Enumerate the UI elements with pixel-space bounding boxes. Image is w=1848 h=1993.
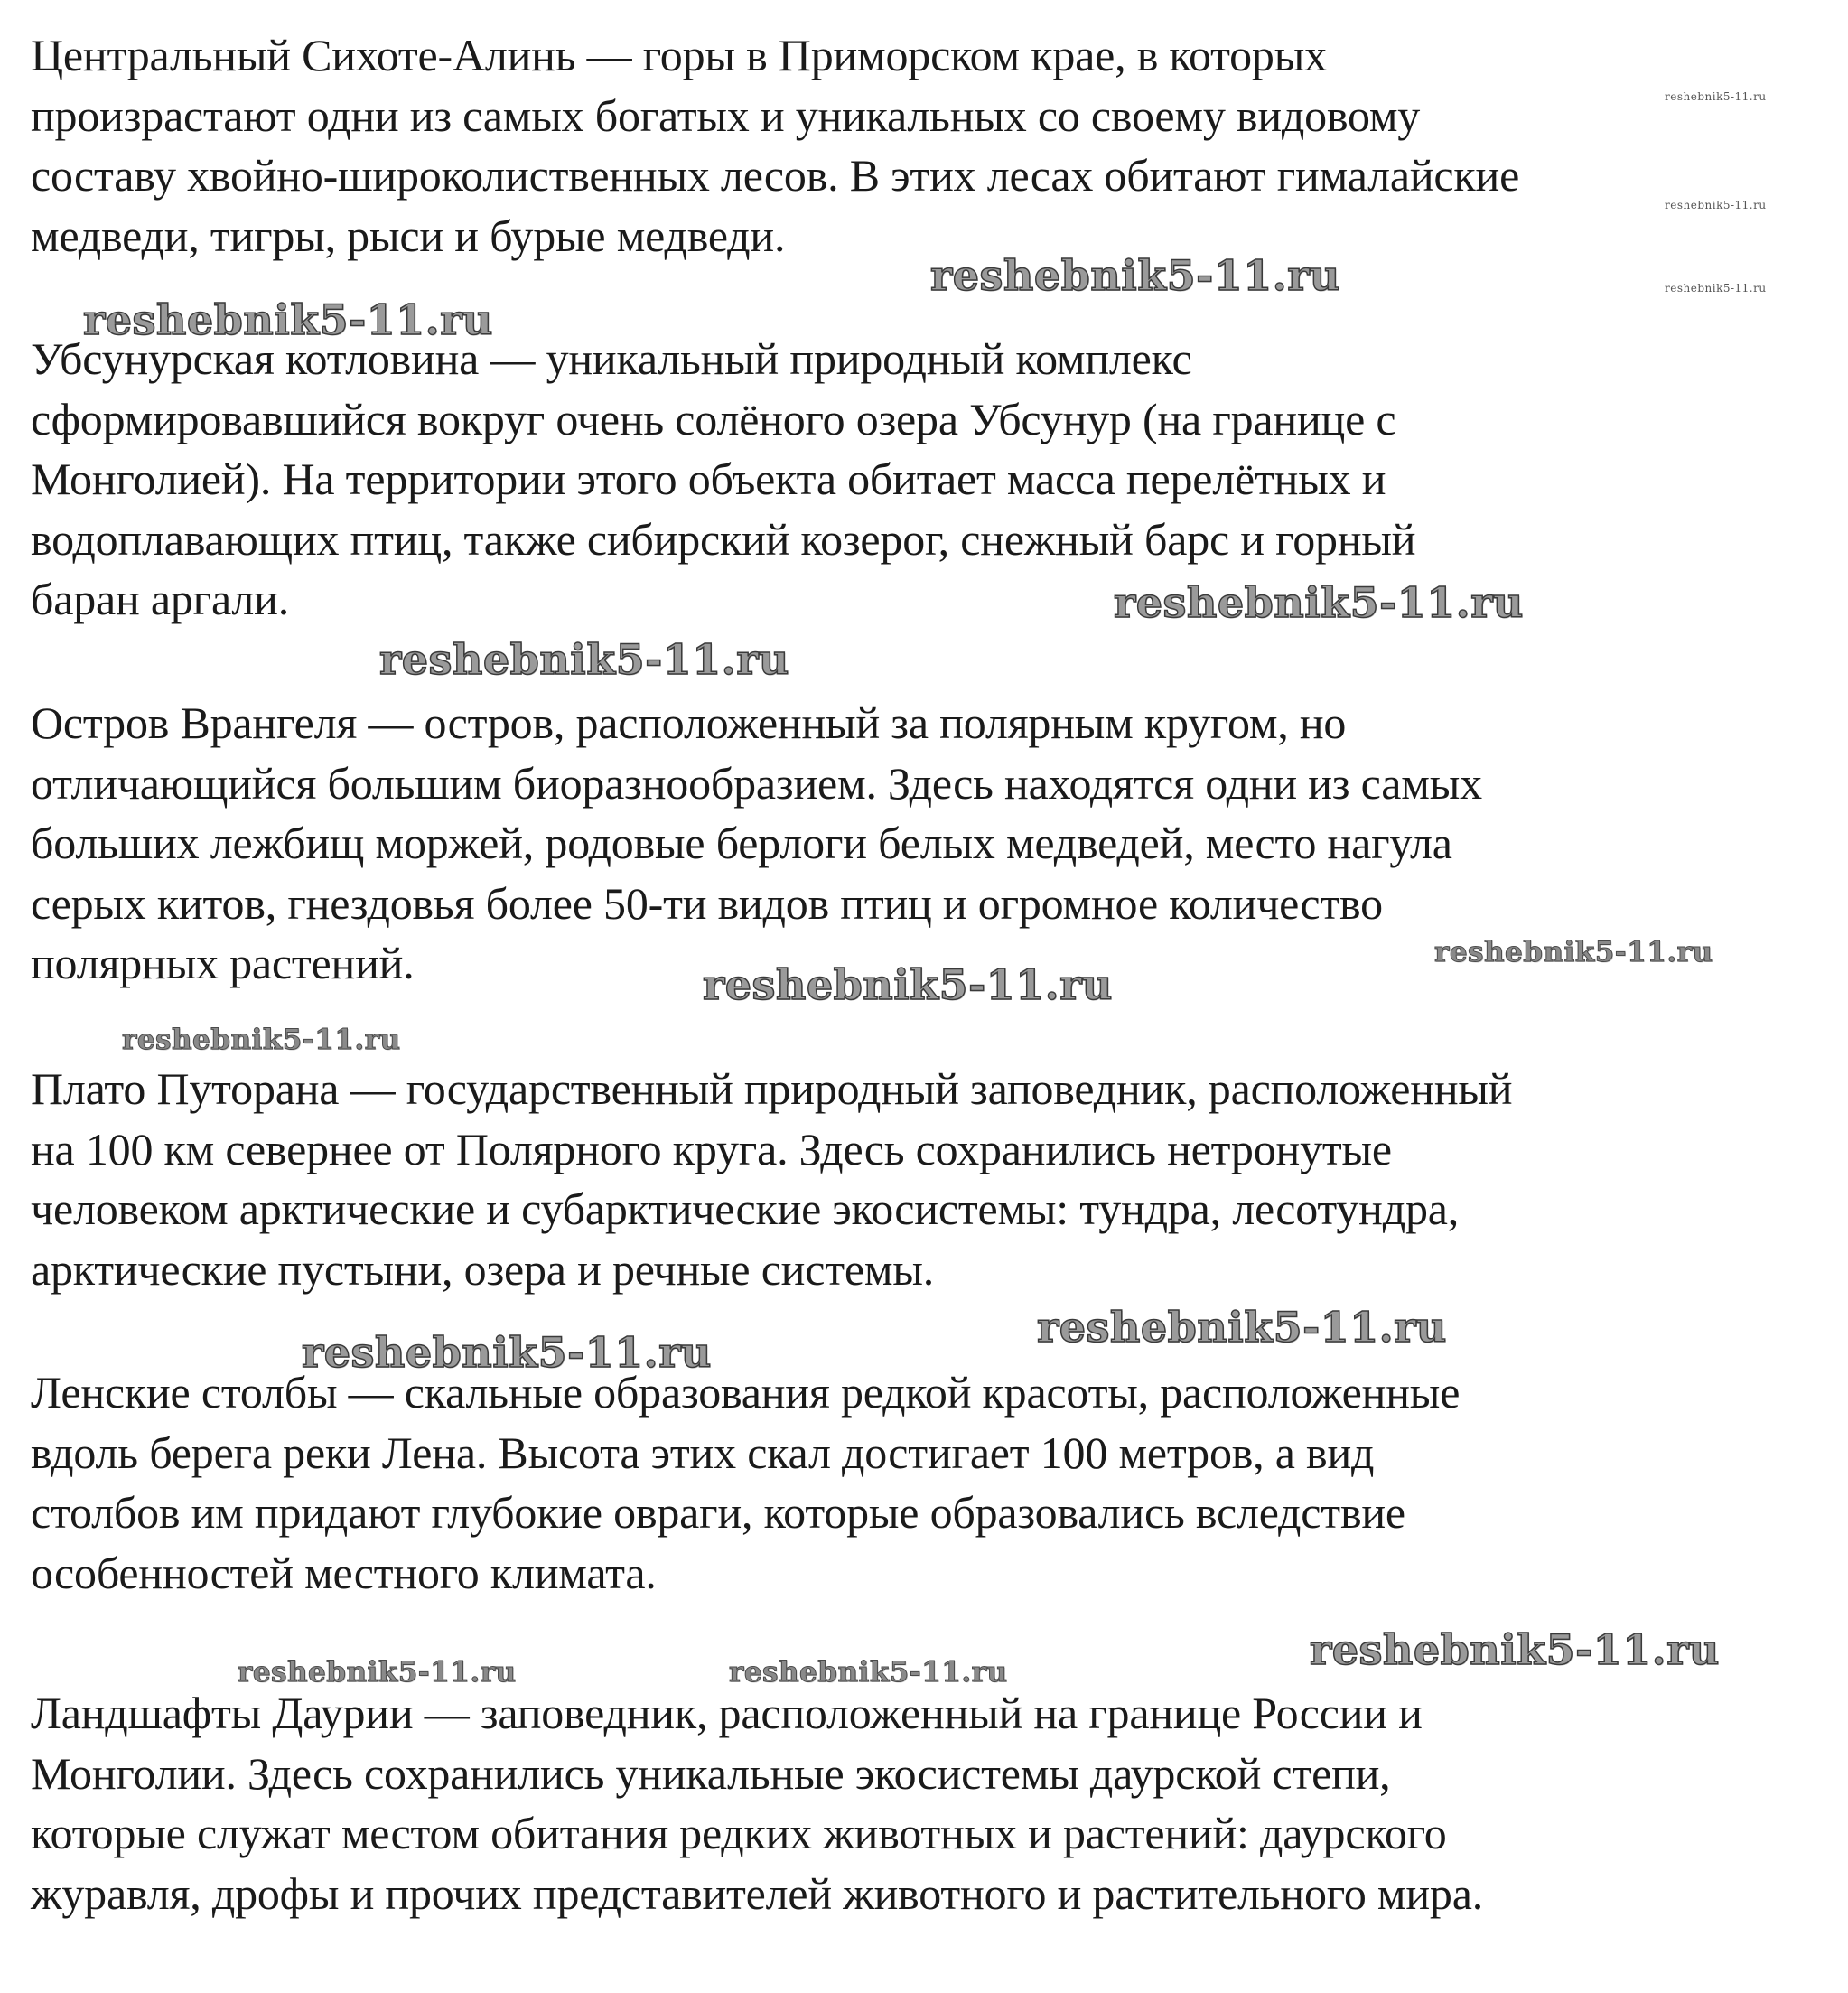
paragraph-dauria xyxy=(31,1683,1828,1923)
watermark: reshebnik5-11.ru xyxy=(1114,578,1524,627)
text-line: арктические пустыни, озера и речные системы. xyxy=(31,1243,935,1295)
watermark: reshebnik5-11.ru xyxy=(1665,282,1767,295)
watermark: reshebnik5-11.ru xyxy=(930,251,1340,300)
text-line: столбов им придают глубокие овраги, которые образовались вследствие xyxy=(31,1487,1405,1538)
watermark: reshebnik5-11.ru xyxy=(729,1656,1008,1689)
paragraph-lena-pillars xyxy=(31,1362,1828,1603)
watermark: reshebnik5-11.ru xyxy=(1310,1625,1720,1674)
text-line: отличающийся большим биоразнообразием. Здесь находятся одни из самых xyxy=(31,757,1482,809)
watermark: reshebnik5-11.ru xyxy=(302,1328,712,1377)
text-line: Центральный Сихоте-Алинь — горы в Приморском крае, в которых xyxy=(31,30,1327,80)
text-line: Монголией). На территории этого объекта обитает масса перелётных и xyxy=(31,454,1386,504)
watermark: reshebnik5-11.ru xyxy=(1037,1303,1447,1352)
text-line: произрастают одни из самых богатых и уникальных со своему видовому xyxy=(31,89,1421,141)
watermark: reshebnik5-11.ru xyxy=(1665,199,1767,211)
text-line: Остров Врангеля — остров, расположенный за полярным кругом, но xyxy=(31,697,1347,748)
text-line: медведи, тигры, рыси и бурые медведи. xyxy=(31,210,786,261)
text-line: Ленские столбы — скальные образования редкой красоты, расположенные xyxy=(31,1367,1461,1418)
text-line: сформировавшийся вокруг очень солёного озера Убсунур (на границе с xyxy=(31,393,1396,444)
text-line: Убсунурская котловина — уникальный природный комплекс xyxy=(31,333,1192,384)
text-line: Ландшафты Даурии — заповедник, расположенный на границе России и xyxy=(31,1688,1423,1738)
watermark: reshebnik5-11.ru xyxy=(1434,936,1713,968)
text-line: которые служат местом обитания редких животных и растений: даурского xyxy=(31,1808,1447,1858)
text-line: больших лежбищ моржей, родовые берлоги белых медведей, место нагула xyxy=(31,818,1452,868)
paragraph-sikhote-alin xyxy=(31,25,1828,266)
text-line: журавля, дрофы и прочих представителей животного и растительного мира. xyxy=(31,1867,1484,1919)
text-line: вдоль берега реки Лена. Высота этих скал достигает 100 метров, а вид xyxy=(31,1427,1375,1478)
text-line: полярных растений. xyxy=(31,938,415,988)
paragraph-putorana xyxy=(31,1059,1828,1299)
watermark: reshebnik5-11.ru xyxy=(1665,90,1767,103)
text-line: Плато Путорана — государственный природный заповедник, расположенный xyxy=(31,1063,1513,1114)
watermark: reshebnik5-11.ru xyxy=(238,1656,517,1689)
watermark: reshebnik5-11.ru xyxy=(122,1024,401,1056)
text-line: на 100 км севернее от Полярного круга. Здесь сохранились нетронутые xyxy=(31,1123,1392,1174)
text-line: особенностей местного климата. xyxy=(31,1547,657,1598)
text-line: серых китов, гнездовья более 50-ти видов птиц и огромное количество xyxy=(31,877,1383,929)
text-line: Монголии. Здесь сохранились уникальные экосистемы даурской степи, xyxy=(31,1747,1391,1799)
text-line: человеком арктические и субарктические экосистемы: тундра, лесотундра, xyxy=(31,1184,1460,1234)
text-line: составу хвойно-широколиственных лесов. В этих лесах обитают гималайские xyxy=(31,150,1520,201)
watermark: reshebnik5-11.ru xyxy=(703,960,1113,1009)
watermark: reshebnik5-11.ru xyxy=(379,635,789,684)
watermark: reshebnik5-11.ru xyxy=(83,295,493,344)
text-line: водоплавающих птиц, также сибирский козерог, снежный барс и горный xyxy=(31,513,1416,565)
paragraph-ubsunur xyxy=(31,329,1828,630)
text-line: баран аргали. xyxy=(31,574,290,624)
